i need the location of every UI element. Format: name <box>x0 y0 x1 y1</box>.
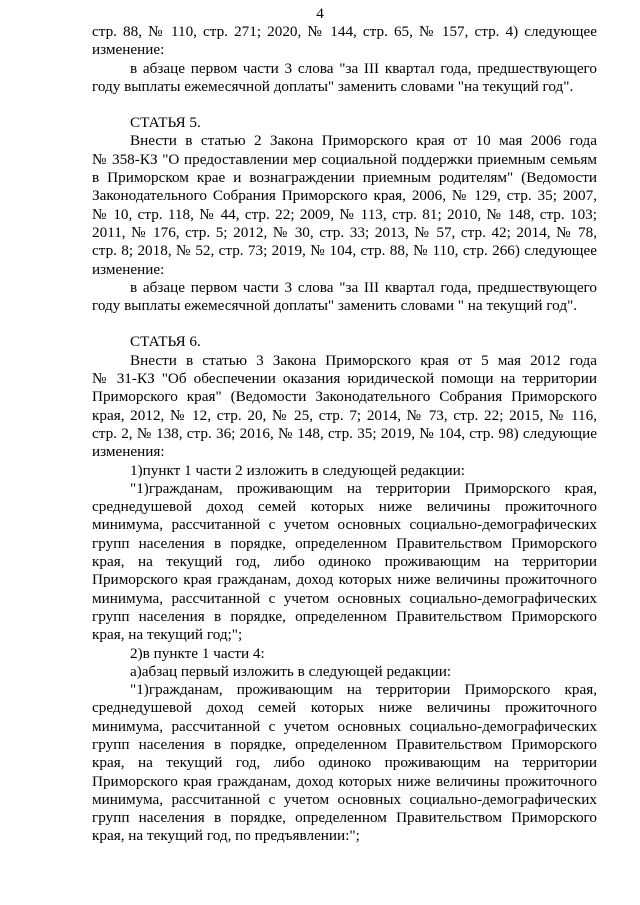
text-line: стр. 2, № 138, стр. 36; 2016, № 148, стр. 35; 2019, № 104, стр. 98) следующие <box>92 424 597 442</box>
text-line: минимума, рассчитанной с учетом основных социально-демографических <box>92 589 597 607</box>
page-number: 4 <box>316 5 324 22</box>
text-line: 1)пункт 1 части 2 изложить в следующей редакции: <box>130 461 465 479</box>
text-line: году выплаты ежемесячной доплаты" заменить словами "на текущий год". <box>92 77 574 95</box>
text-line: изменение: <box>92 260 165 278</box>
text-line: 2)в пункте 1 части 4: <box>130 644 265 662</box>
article-heading: СТАТЬЯ 5. <box>130 114 201 132</box>
text-line: минимума, рассчитанной с учетом основных социально-демографических <box>92 717 597 735</box>
text-line: Внести в статью 2 Закона Приморского края от 10 мая 2006 года <box>130 132 597 150</box>
text-line: в Приморском крае и вознаграждении приемным родителям" (Ведомости <box>92 169 597 187</box>
text-line: среднедушевой доход семей которых ниже величины прожиточного <box>92 699 597 717</box>
text-line: Внести в статью 3 Закона Приморского края от 5 мая 2012 года <box>130 351 597 369</box>
text-line: групп населения в порядке, определенном Правительством Приморского <box>92 607 597 625</box>
text-line: стр. 8; 2018, № 52, стр. 73; 2019, № 104, стр. 88, № 110, стр. 266) следующее <box>92 242 597 260</box>
article-heading: СТАТЬЯ 6. <box>130 333 201 351</box>
text-line: № 358-КЗ "О предоставлении мер социальной поддержки приемным семьям <box>92 150 597 168</box>
text-line: Законодательного Собрания Приморского края, 2006, № 129, стр. 35; 2007, <box>92 187 597 205</box>
text-line: в абзаце первом части 3 слова "за III квартал года, предшествующего <box>130 59 597 77</box>
text-line: "1)гражданам, проживающим на территории Приморского края, <box>130 681 597 699</box>
text-line: края, на текущий год, по предъявлении:"; <box>92 827 360 845</box>
text-line: а)абзац первый изложить в следующей редакции: <box>130 662 452 680</box>
text-line: края, на текущий год;"; <box>92 626 243 644</box>
text-line: групп населения в порядке, определенном Правительством Приморского <box>92 735 597 753</box>
text-line: изменения: <box>92 443 165 461</box>
text-line: групп населения в порядке, определенном Правительством Приморского <box>92 809 597 827</box>
text-line: среднедушевой доход семей которых ниже величины прожиточного <box>92 498 597 516</box>
text-line: групп населения в порядке, определенном Правительством Приморского <box>92 534 597 552</box>
text-line: минимума, рассчитанной с учетом основных социально-демографических <box>92 516 597 534</box>
text-line: минимума, рассчитанной с учетом основных социально-демографических <box>92 790 597 808</box>
text-line: "1)гражданам, проживающим на территории Приморского края, <box>130 479 597 497</box>
text-line: стр. 88, № 110, стр. 271; 2020, № 144, стр. 65, № 157, стр. 4) следующее <box>92 23 597 40</box>
text-line: изменение: <box>92 41 165 59</box>
text-line: № 31-КЗ "Об обеспечении оказания юридической помощи на территории <box>92 370 597 388</box>
text-line: Приморского края гражданам, доход которых ниже величины прожиточного <box>92 571 597 589</box>
text-line: 2011, № 176, стр. 5; 2012, № 30, стр. 33; 2013, № 57, стр. 42; 2014, № 78, <box>92 223 597 241</box>
text-line: № 10, стр. 118, № 44, стр. 22; 2009, № 113, стр. 81; 2010, № 148, стр. 103; <box>92 205 597 223</box>
text-line: Приморского края" (Ведомости Законодательного Собрания Приморского <box>92 388 597 406</box>
text-line: году выплаты ежемесячной доплаты" заменить словами " на текущий год". <box>92 297 578 315</box>
document-body <box>92 23 597 846</box>
text-line: в абзаце первом части 3 слова "за III квартал года, предшествующего <box>130 278 597 296</box>
text-line: Приморского края гражданам, доход которых ниже величины прожиточного <box>92 772 597 790</box>
text-line: края, 2012, № 12, стр. 20, № 25, стр. 7; 2014, № 73, стр. 22; 2015, № 116, <box>92 406 597 424</box>
text-line: края, на текущий год, либо одиноко проживающим на территории <box>92 553 597 571</box>
text-line: края, на текущий год, либо одиноко проживающим на территории <box>92 754 597 772</box>
